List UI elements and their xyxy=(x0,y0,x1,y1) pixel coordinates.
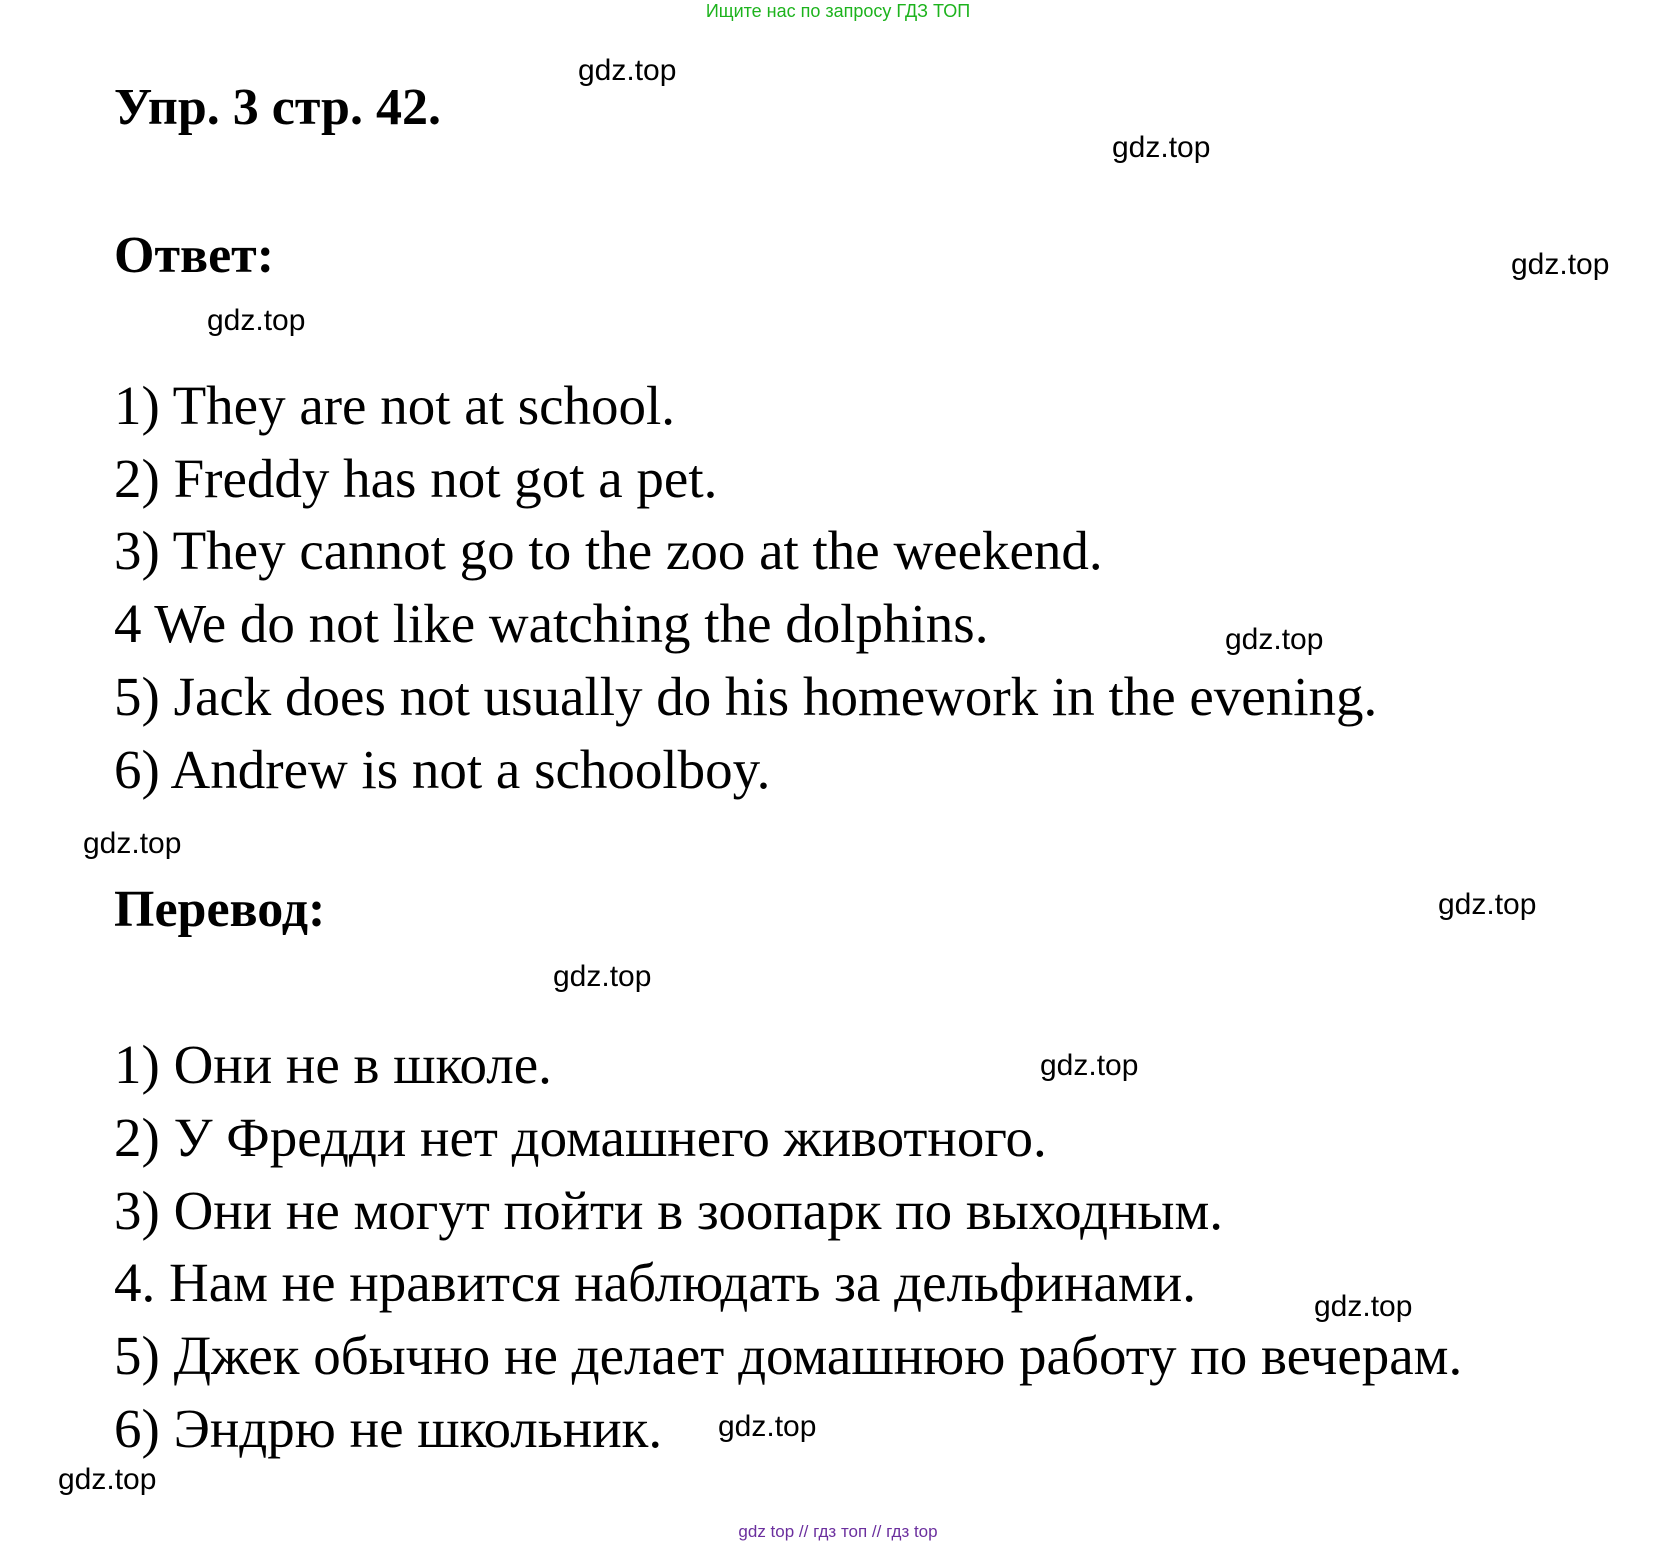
watermark: gdz.top xyxy=(207,304,306,337)
watermark: gdz.top xyxy=(1511,248,1610,281)
watermark: gdz.top xyxy=(1112,131,1211,164)
answer-line: 4 We do not like watching the dolphins. xyxy=(114,593,989,654)
answer-line: 6) Andrew is not a schoolboy. xyxy=(114,739,771,800)
watermark: gdz.top xyxy=(1225,623,1324,656)
translation-line: 1) Они не в школе. xyxy=(114,1034,552,1095)
translation-heading: Перевод: xyxy=(114,881,326,938)
watermark: gdz.top xyxy=(1040,1049,1139,1082)
footer-links[interactable]: gdz top // гдз топ // гдз top xyxy=(738,1522,938,1541)
watermark: gdz.top xyxy=(83,827,182,860)
watermark: gdz.top xyxy=(58,1463,157,1496)
translation-line: 2) У Фредди нет домашнего животного. xyxy=(114,1107,1047,1168)
watermark: gdz.top xyxy=(578,54,677,87)
translation-line: 5) Джек обычно не делает домашнюю работу по вечерам. xyxy=(114,1325,1463,1386)
answer-heading: Ответ: xyxy=(114,227,275,284)
answer-line: 3) They cannot go to the zoo at the weekend. xyxy=(114,520,1103,581)
translation-line: 6) Эндрю не школьник. xyxy=(114,1398,663,1459)
answer-line: 5) Jack does not usually do his homework in the evening. xyxy=(114,666,1378,727)
exercise-title: Упр. 3 стр. 42. xyxy=(114,79,441,136)
answer-line: 1) They are not at school. xyxy=(114,375,676,436)
watermark: gdz.top xyxy=(553,960,652,993)
watermark: gdz.top xyxy=(1438,888,1537,921)
top-banner-link[interactable]: Ищите нас по запросу ГДЗ ТОП xyxy=(705,1,971,21)
answer-line: 2) Freddy has not got a pet. xyxy=(114,448,718,509)
translation-line: 4. Нам не нравится наблюдать за дельфинами. xyxy=(114,1252,1196,1313)
translation-line: 3) Они не могут пойти в зоопарк по выходным. xyxy=(114,1180,1224,1241)
watermark: gdz.top xyxy=(718,1410,817,1443)
watermark: gdz.top xyxy=(1314,1290,1413,1323)
